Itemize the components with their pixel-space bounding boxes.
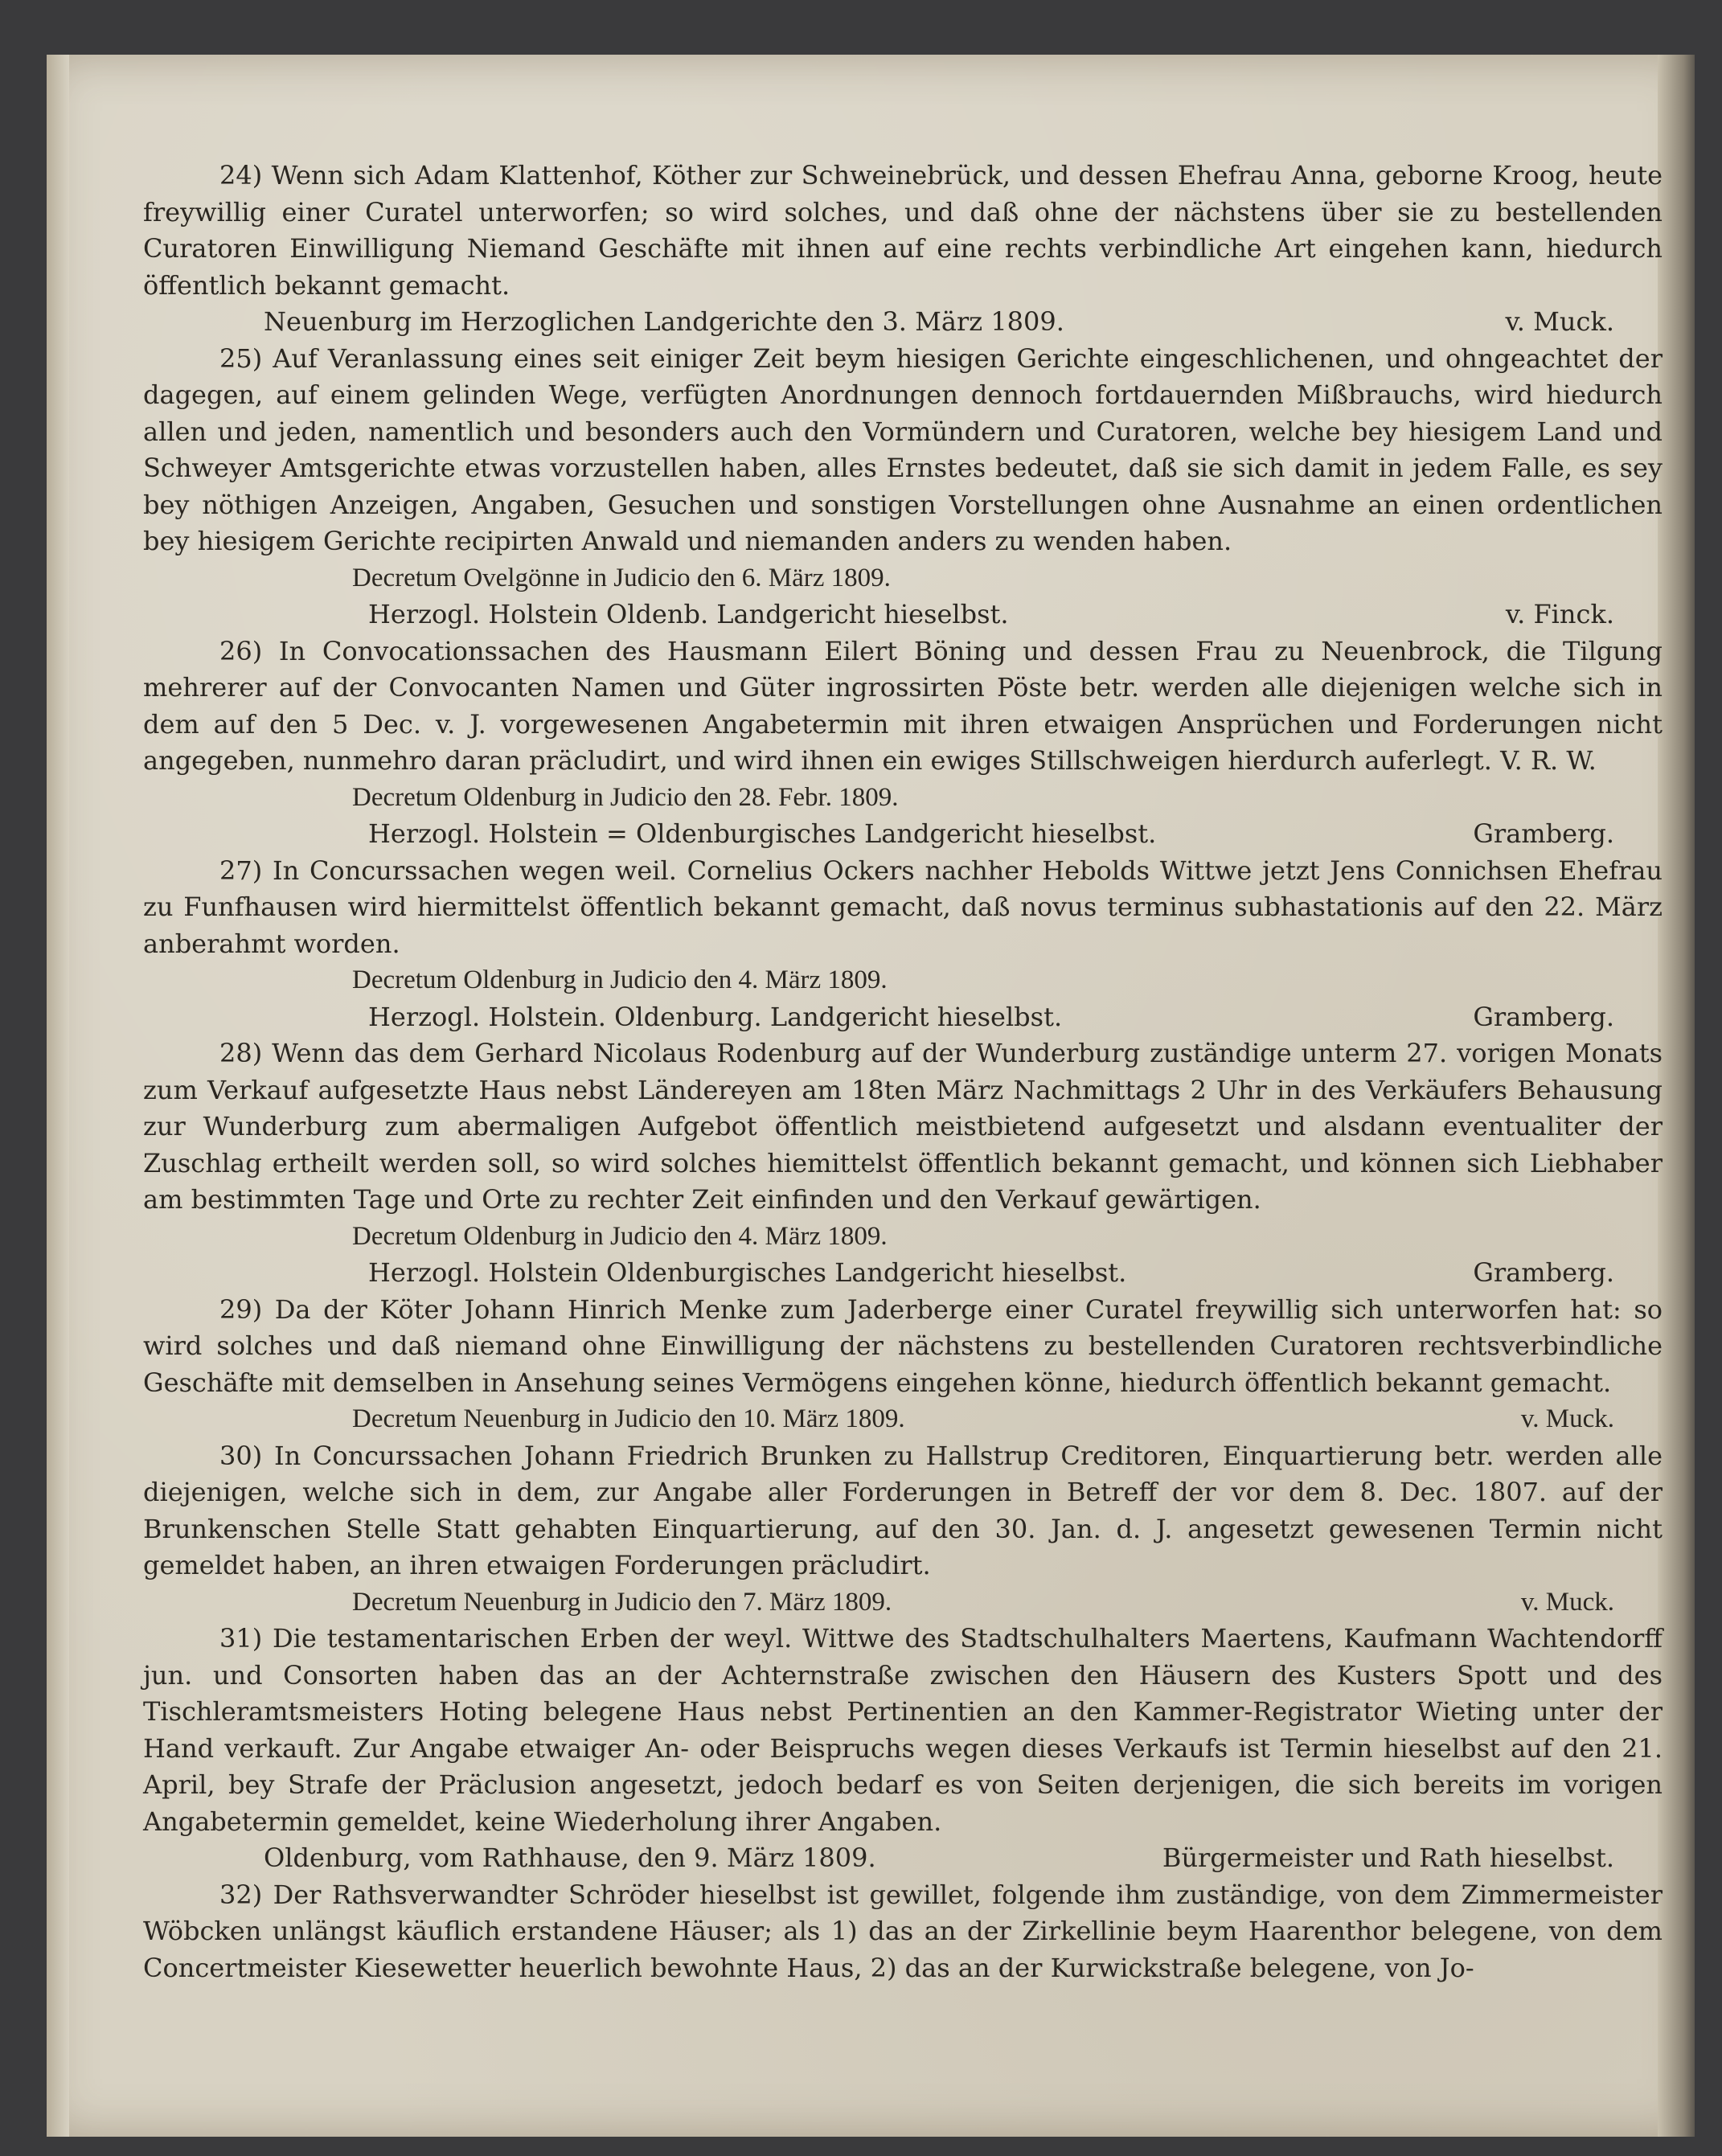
entry-26-place: Decretum Oldenburg in Judicio den 28. Febr. 1809. xyxy=(352,782,899,812)
document-text xyxy=(143,158,1663,1986)
entry-24-body: 24) Wenn sich Adam Klattenhof, Köther zur Schweinebrück, und dessen Ehefrau Anna, geborne Kroog, heute freywillig einer Curatel unterworfen; so wird solches, und daß ohne der nächstens über sie zu bestellenden Curatoren Einwilligung Niemand Geschäfte mit ihnen auf eine rechts verbindliche Art eingehen kann, hiedurch öffentlich bekannt gemacht. xyxy=(143,160,1663,301)
entry-24-footer xyxy=(143,304,1663,341)
entry-30-place: Decretum Neuenburg in Judicio den 7. März 1809. xyxy=(352,1587,892,1617)
entry-24-place: Neuenburg im Herzoglichen Landgerichte den 3. März 1809. xyxy=(264,306,1064,337)
entry-25-place: Decretum Ovelgönne in Judicio den 6. März 1809. xyxy=(352,563,891,592)
entry-29-signer: v. Muck. xyxy=(1520,1404,1614,1433)
entry-26-court: Herzogl. Holstein = Oldenburgisches Landgericht hieselbst. xyxy=(368,818,1157,849)
entry-25-signer: v. Finck. xyxy=(1505,599,1614,629)
entry-27-signer: Gramberg. xyxy=(1473,1001,1614,1032)
book-spine xyxy=(1658,55,1695,2137)
entry-25-body: 25) Auf Veranlassung eines seit einiger Zeit beym hiesigen Gerichte eingeschlichenen, und ohngeachtet der dagegen, auf einem gelinden Wege, verfügten Anordnungen dennoch fortdauernden Mißbrauchs, wird hiedurch allen und jeden, namentlich und besonders auch den Vormündern und Curatoren, welche bey hiesigem Land und Schweyer Amtsgerichte etwas vorzustellen haben, alles Ernstes bedeutet, daß sie sich damit in jedem Falle, es sey bey nöthigen Anzeigen, Angaben, Gesuchen und sonstigen Vorstellungen ohne Ausnahme an einen ordentlichen bey hiesigem Gerichte recipirten Anwald und niemanden anders zu wenden haben. xyxy=(143,342,1663,556)
entry-25-court: Herzogl. Holstein Oldenb. Landgericht hieselbst. xyxy=(368,599,1009,629)
entry-30-body: 30) In Concurssachen Johann Friedrich Brunken zu Hallstrup Creditoren, Einquartierung betr. werden alle diejenigen, welche sich in dem, zur Angabe aller Forderungen in Betreff der vor dem 8. Dec. 1807. auf der Brunkenschen Stelle Statt gehabten Einquartierung, auf den 30. Jan. d. J. angesetzt gewesenen Termin nicht gemeldet haben, an ihren etwaigen Forderungen präcludirt. xyxy=(143,1440,1663,1580)
page-sheet xyxy=(47,55,1695,2137)
entry-26-footer xyxy=(143,816,1663,853)
entry-27-place: Decretum Oldenburg in Judicio den 4. März 1809. xyxy=(352,965,888,994)
entry-31-body: 31) Die testamentarischen Erben der weyl. Wittwe des Stadtschulhalters Maertens, Kaufmann Wachtendorff jun. und Consorten haben das an der Achternstraße zwischen den Häusern des Kusters Spott und des Tischleramtsmeisters Hoting belegene Haus nebst Pertinentien an den Kammer-Registrator Wieting unter der Hand verkauft. Zur Angabe etwaiger An- oder Beispruchs wegen dieses Verkaufs ist Termin hieselbst auf den 21. April, bey Strafe der Präclusion angesetzt, jedoch bedarf es von Seiten derjenigen, die sich bereits im vorigen Angabetermin gemeldet, keine Wiederholung ihrer Angaben. xyxy=(143,1623,1663,1837)
entry-28-body: 28) Wenn das dem Gerhard Nicolaus Rodenburg auf der Wunderburg zuständige unterm 27. vorigen Monats zum Verkauf aufgesetzte Haus nebst Ländereyen am 18ten März Nachmittags 2 Uhr in des Verkäufers Behausung zur Wunderburg zum abermaligen Aufgebot öffentlich meistbietend aufgesetzt und alsdann eventualiter der Zuschlag ertheilt werden soll, so wird solches hiemittelst öffentlich bekannt gemacht, und können sich Liebhaber am bestimmten Tage und Orte zu rechter Zeit einfinden und den Verkauf gewärtigen. xyxy=(143,1038,1663,1215)
page-edge xyxy=(47,55,69,2137)
entry-27-footer xyxy=(143,999,1663,1036)
entry-28-place: Decretum Oldenburg in Judicio den 4. März 1809. xyxy=(352,1221,888,1251)
entry-31-signer: Bürgermeister und Rath hieselbst. xyxy=(1162,1842,1614,1873)
entry-25-footer xyxy=(143,596,1663,633)
entry-26-signer: Gramberg. xyxy=(1473,818,1614,849)
entry-27-court: Herzogl. Holstein. Oldenburg. Landgericht hieselbst. xyxy=(368,1001,1063,1032)
entry-30-signer: v. Muck. xyxy=(1520,1587,1614,1617)
entry-28-court: Herzogl. Holstein Oldenburgisches Landgericht hieselbst. xyxy=(368,1257,1127,1288)
entry-29-body: 29) Da der Köter Johann Hinrich Menke zum Jaderberge einer Curatel freywillig sich unterworfen hat: so wird solches und daß niemand ohne Einwilligung der nächstens zu bestellenden Curatoren rechtsverbindliche Geschäfte mit demselben in Ansehung seines Vermögens eingehen könne, hiedurch öffentlich bekannt gemacht. xyxy=(143,1293,1663,1398)
entry-28-signer: Gramberg. xyxy=(1473,1257,1614,1288)
entry-29-place: Decretum Neuenburg in Judicio den 10. März 1809. xyxy=(352,1404,905,1433)
entry-29-footer xyxy=(143,1401,1663,1438)
entry-27-body: 27) In Concurssachen wegen weil. Cornelius Ockers nachher Hebolds Wittwe jetzt Jens Connichsen Ehefrau zu Funfhausen wird hiermittelst öffentlich bekannt gemacht, daß novus terminus subhastationis auf den 22. März anberahmt worden. xyxy=(143,855,1663,959)
entry-31-footer xyxy=(143,1840,1663,1877)
entry-24-signer: v. Muck. xyxy=(1505,306,1614,337)
entry-26-body: 26) In Convocationssachen des Hausmann Eilert Böning und dessen Frau zu Neuenbrock, die Tilgung mehrerer auf der Convocanten Namen und Güter ingrossirten Pöste betr. werden alle diejenigen welche sich in dem auf den 5 Dec. v. J. vorgewesenen Angabetermin mit ihren etwaigen Ansprüchen und Forderungen nicht angegeben, nunmehro daran präcludirt, und wird ihnen ein ewiges Stillschweigen hierdurch auferlegt. V. R. W. xyxy=(143,635,1663,776)
entry-31-place: Oldenburg, vom Rathhause, den 9. März 1809. xyxy=(264,1842,876,1873)
entry-28-footer xyxy=(143,1255,1663,1292)
entry-32-body: 32) Der Rathsverwandter Schröder hieselbst ist gewillet, folgende ihm zuständige, von dem Zimmermeister Wöbcken unlängst käuflich erstandene Häuser; als 1) das an der Zirkellinie beym Haarenthor belegene, von dem Concertmeister Kiesewetter heuerlich bewohnte Haus, 2) das an der Kurwickstraße belegene, von Jo- xyxy=(143,1879,1663,1983)
entry-30-footer xyxy=(143,1584,1663,1621)
